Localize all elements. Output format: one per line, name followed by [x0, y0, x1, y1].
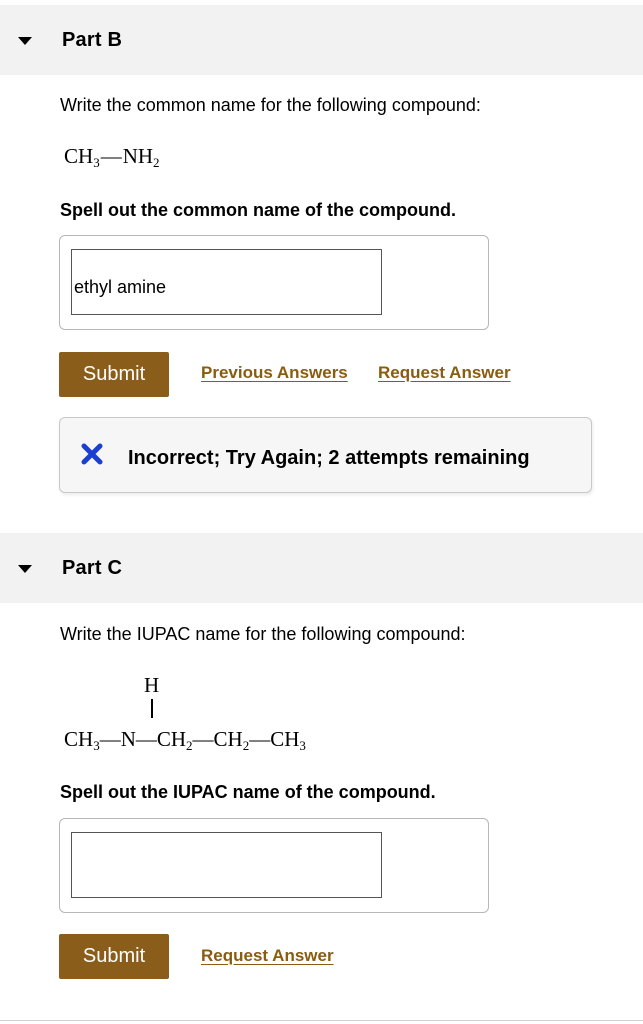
- part-c-prompt: Write the IUPAC name for the following compound:: [60, 624, 466, 644]
- part-c-submit-button[interactable]: Submit: [59, 934, 169, 979]
- collapse-caret-icon[interactable]: [18, 37, 32, 45]
- part-c-formula: $CH_3—N—CH_2—CH_2—CH_3$: [64, 727, 306, 753]
- part-b-header[interactable]: [0, 5, 643, 75]
- part-b-formula: $CH_3—NH_2$: [64, 144, 160, 170]
- feedback-panel: [59, 417, 592, 493]
- part-c-header[interactable]: [0, 533, 643, 603]
- part-c-formula-h: H: [144, 673, 160, 697]
- part-b-title: Part B: [62, 29, 123, 51]
- part-c-answer-box: [59, 818, 489, 913]
- part-b-request-answer-link[interactable]: Request Answer: [378, 363, 511, 382]
- part-b-answer-input[interactable]: [71, 249, 382, 315]
- collapse-caret-icon[interactable]: [18, 565, 32, 573]
- part-b-prompt: Write the common name for the following compound:: [60, 95, 481, 115]
- part-b-answer-box: [59, 235, 489, 330]
- x-mark-icon: [80, 442, 104, 466]
- part-c-instruction: Spell out the IUPAC name of the compound.: [60, 782, 436, 802]
- part-c-request-answer-link[interactable]: Request Answer: [201, 946, 334, 965]
- previous-answers-link[interactable]: Previous Answers: [201, 363, 348, 382]
- part-c-answer-input[interactable]: [71, 832, 382, 898]
- part-c-formula-nh-bond: [151, 699, 153, 718]
- feedback-message: Incorrect; Try Again; 2 attempts remaining: [128, 447, 530, 469]
- bottom-divider: [0, 1020, 643, 1021]
- part-b-instruction: Spell out the common name of the compound.: [60, 200, 457, 220]
- part-c-title: Part C: [62, 557, 123, 579]
- part-b-submit-button[interactable]: Submit: [59, 352, 169, 397]
